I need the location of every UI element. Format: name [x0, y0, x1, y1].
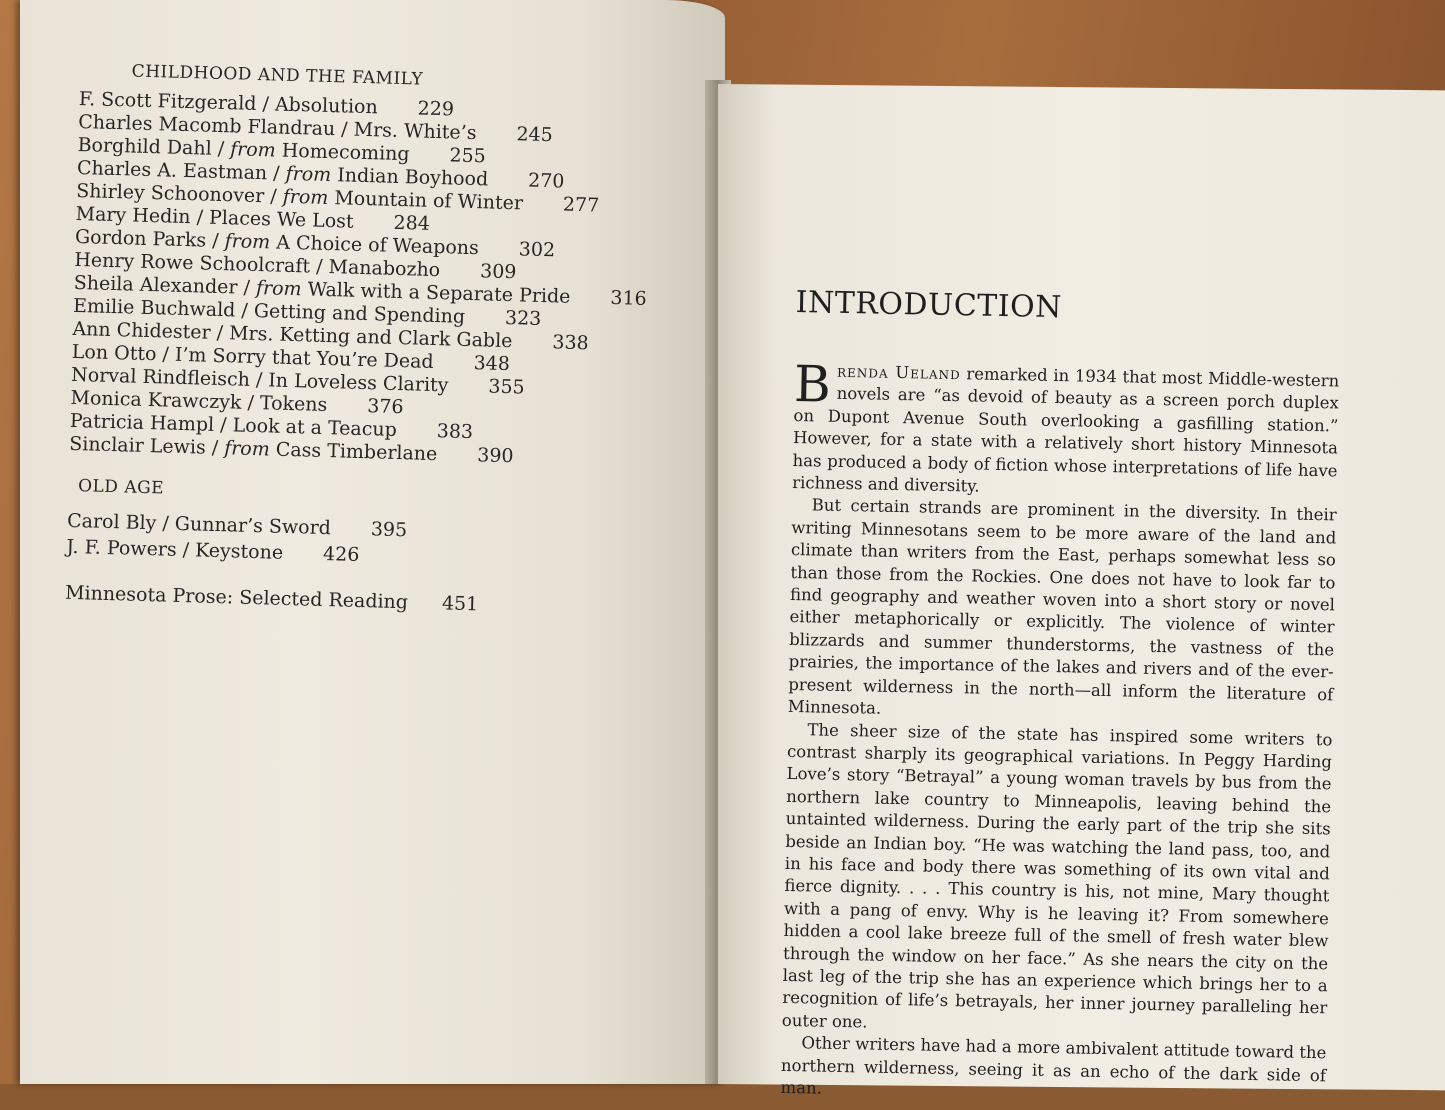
toc-entry: F. Scott Fitzgerald / Absolution 229 — [78, 87, 455, 121]
entry-title: Mrs. White’s — [353, 118, 477, 145]
section-childhood — [69, 60, 720, 474]
entry-list — [66, 508, 707, 578]
toc-entry: Charles Macomb Flandrau / Mrs. White’s 245 — [77, 110, 554, 147]
entry-title: Getting and Spending — [253, 299, 466, 328]
entry-page: 284 — [393, 211, 431, 235]
entry-author: F. Scott Fitzgerald — [78, 87, 257, 115]
entry-author: Lon Otto — [71, 340, 157, 366]
entry-page: 355 — [488, 375, 525, 399]
entry-page: 376 — [366, 395, 404, 419]
entry-author: Patricia Hampl — [69, 409, 215, 436]
entry-page: 323 — [504, 306, 542, 330]
entry-title: Cass Timberlane — [275, 438, 438, 466]
entry-title: Places We Lost — [208, 206, 354, 233]
page-title: INTRODUCTION — [795, 285, 1063, 326]
entry-prefix: from — [224, 230, 271, 254]
entry-title: Keystone — [194, 539, 284, 564]
entry-title: In Loveless Clarity — [268, 369, 449, 397]
entry-author: Borghild Dahl — [77, 133, 213, 160]
entry-prefix: from — [282, 185, 329, 209]
table-of-contents — [65, 60, 720, 622]
section-heading: CHILDHOOD AND THE FAMILY — [131, 61, 424, 90]
entry-author: Sinclair Lewis — [68, 432, 207, 459]
paragraph-2: But certain strands are prominent in the diversity. In their writing Minnesotans seem to be more aware of the land and climate than writers from the East, perhaps somewhat less so than those from the Rockies. One does not have to look far to find geography and weather woven into a short story or novel either metaphorically or explicitly. The violence of winter blizzards and summer thunderstorms, the vastness of the prairies, the importance of the lakes and rivers and of the ever-present wilderness in the north—all inform the literature of Minnesota. — [787, 495, 1337, 718]
entry-title: Walk with a Separate Pride — [307, 278, 571, 308]
introduction-text — [780, 285, 1341, 1110]
entry-title: Tokens — [259, 392, 328, 417]
toc-entry: Gordon Parks / from A Choice of Weapons 302 — [74, 225, 556, 262]
entry-author: Sheila Alexander — [73, 271, 238, 299]
entry-page: 255 — [449, 144, 487, 168]
entry-author: Charles Macomb Flandrau — [77, 110, 336, 141]
entry-title: Gunnar’s Sword — [174, 512, 332, 540]
toc-entry: J. F. Powers / Keystone 426 — [66, 535, 360, 566]
toc-entry: Monica Krawczyk / Tokens 376 — [70, 386, 404, 419]
entry-page: 348 — [473, 352, 511, 376]
toc-entry: Borghild Dahl / from Homecoming 255 — [77, 133, 487, 168]
paragraph-text: remarked in 1934 that most Middle-western novels are “as devoid of beauty as a screen porch duplex on Dupont Avenue South overlooking a gasfilling station.” However, for a state with a relatively short history Minnesota has produced a body of fiction whose interpretations of life have richness and diversity. — [792, 364, 1340, 496]
entry-author: Henry Rowe Schoolcraft — [74, 248, 311, 278]
toc-entry: Charles A. Eastman / from Indian Boyhood 270 — [76, 156, 565, 193]
entry-page: 270 — [527, 169, 565, 193]
entry-title: Mrs. Ketting and Clark Gable — [228, 322, 513, 353]
selected-reading-page: 451 — [441, 592, 479, 616]
entry-page: 395 — [370, 518, 408, 542]
entry-author: J. F. Powers — [66, 535, 177, 561]
lead-smallcaps: renda Ueland — [836, 361, 961, 384]
toc-entry: Sheila Alexander / from Walk with a Separate Pride 316 — [73, 271, 647, 310]
entry-author: Norval Rindfleisch — [70, 363, 251, 391]
entry-page: 229 — [417, 97, 455, 121]
entry-page: 302 — [518, 238, 556, 262]
entry-page: 383 — [436, 420, 474, 444]
toc-entry: Lon Otto / I’m Sorry that You’re Dead 348 — [71, 340, 511, 376]
entry-title: Mountain of Winter — [334, 187, 524, 215]
toc-entry: Sinclair Lewis / from Cass Timberlane 390 — [68, 432, 514, 468]
selected-reading-label: Minnesota Prose: Selected Reading — [64, 581, 409, 614]
entry-title: A Choice of Weapons — [275, 231, 480, 260]
toc-entry: Shirley Schoonover / from Mountain of Winter 277 — [76, 179, 600, 217]
entry-author: Charles A. Eastman — [76, 156, 268, 185]
toc-entry: Ann Chidester / Mrs. Ketting and Clark Gable 338 — [72, 317, 589, 355]
paragraph-3: The sheer size of the state has inspired some writers to contrast sharply its geographical variations. In Peggy Harding Love’s story “Betrayal” a young woman travels by bus from the northern lake country to Minneapolis, leaving behind the untainted wilderness. During the early part of the trip she sits beside an Indian boy. “He was watching the land pass, too, and in his face and body there was something of its own vital and fierce dignity. . . . This country is his, not mine, Mary thought with a pang of envy. Why is he leaving it? From somewhere hidden a cool lake breeze full of the smell of fresh water blew through the window on her face.” As she nears the city on the last leg of the trip she has an experience which brings her to a recognition of life’s betrayals, her inner journey paralleling her outer one. — [781, 719, 1333, 1032]
toc-entry: Patricia Hampl / Look at a Teacup 383 — [69, 409, 474, 444]
entry-author: Shirley Schoonover — [76, 179, 265, 208]
drop-cap: B — [793, 354, 832, 414]
entry-title: Homecoming — [281, 139, 410, 166]
entry-author: Carol Bly — [66, 509, 157, 535]
entry-page: 309 — [479, 260, 517, 284]
entry-title: I’m Sorry that You’re Dead — [174, 343, 434, 373]
entry-title: Manabozho — [328, 256, 441, 282]
entry-page: 338 — [552, 331, 589, 355]
section-heading: OLD AGE — [77, 476, 165, 499]
entry-author: Ann Chidester — [72, 317, 211, 344]
entry-prefix: from — [285, 162, 332, 187]
toc-entry: Henry Rowe Schoolcraft / Manabozho 309 — [74, 248, 517, 284]
toc-entry: Emilie Buchwald / Getting and Spending 323 — [72, 294, 542, 330]
section-old-age — [66, 476, 708, 578]
left-page — [20, 0, 725, 1084]
entry-prefix: from — [229, 138, 277, 162]
entry-page: 426 — [322, 542, 360, 566]
entry-author: Mary Hedin — [75, 202, 191, 229]
entry-page: 245 — [516, 123, 554, 147]
entry-prefix: from — [223, 437, 271, 461]
entry-title: Look at a Teacup — [232, 414, 398, 441]
paragraph-4: Other writers have had a more ambivalent attitude toward the northern wilderness, seeing it as an echo of the dark side of man. — [780, 1033, 1327, 1098]
entry-author: Monica Krawczyk — [70, 386, 242, 414]
selected-reading-entry — [65, 582, 705, 622]
paragraph-1 — [792, 354, 1340, 505]
entry-author: Gordon Parks — [74, 225, 207, 252]
toc-entry: Norval Rindfleisch / In Loveless Clarity 355 — [70, 363, 525, 399]
entry-author: Emilie Buchwald — [72, 294, 236, 322]
entry-page: 316 — [610, 286, 647, 310]
entry-page: 390 — [476, 444, 514, 468]
entry-title: Absolution — [274, 93, 379, 119]
entry-title: Indian Boyhood — [336, 164, 489, 191]
toc-entry: Mary Hedin / Places We Lost 284 — [75, 202, 431, 235]
entry-list — [69, 88, 719, 474]
entry-page: 277 — [562, 193, 600, 217]
toc-entry: Carol Bly / Gunnar’s Sword 395 — [66, 509, 408, 542]
entry-prefix: from — [255, 277, 302, 301]
